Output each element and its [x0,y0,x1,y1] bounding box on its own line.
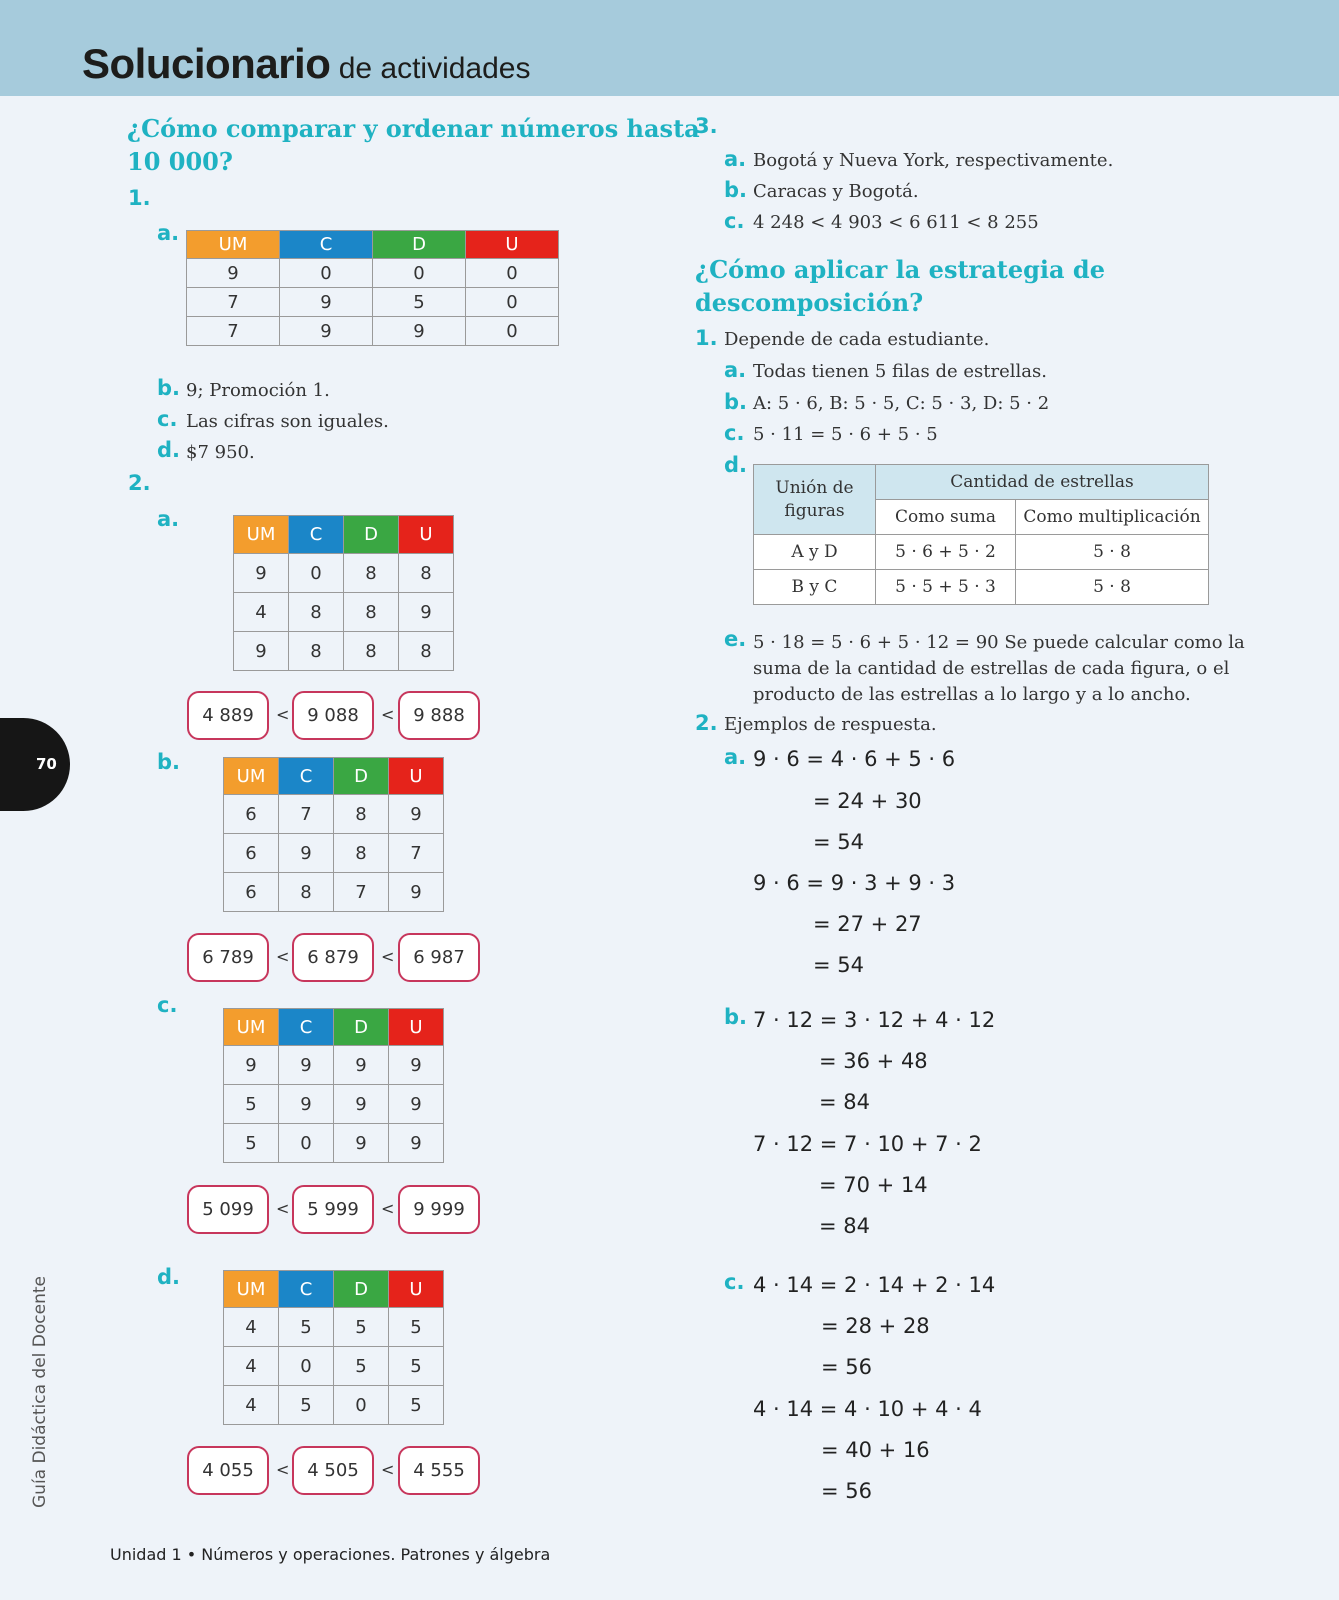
table-cell: 5 [224,1085,279,1124]
table-cell: 7 [187,317,280,346]
heading-line: 10 000? [127,147,233,176]
equation-line: 9 · 6 = 4 · 6 + 5 · 6 [753,747,956,771]
answer-text: Ejemplos de respuesta. [724,714,937,735]
table-cell: 0 [466,259,559,288]
title-light: de actividades [330,52,531,85]
item-label: b. [724,178,748,202]
section-heading-decomposition [695,253,1105,319]
header-cell: Como suma [876,500,1016,535]
paragraph-line: suma de la cantidad de estrellas de cada figura, o el [753,658,1230,679]
table-cell: 7 [389,834,444,873]
item-label: d. [724,453,748,477]
answer-text: 5 · 11 = 5 · 6 + 5 · 5 [753,424,938,445]
equation-line: = 84 [819,1090,870,1114]
paragraph-line: 5 · 18 = 5 · 6 + 5 · 12 = 90 Se puede calcular como la [753,632,1245,653]
header-cell: U [389,1009,444,1046]
place-value-table [223,1270,444,1425]
less-than-sign: < [276,1199,290,1218]
equation-line: = 24 + 30 [813,789,922,813]
table-cell: 0 [466,288,559,317]
header-cell: U [399,516,454,554]
item-label: b. [724,390,748,414]
table-cell: 9 [389,1124,444,1163]
table-cell: 8 [344,632,399,671]
header-cell: Como multiplicación [1016,500,1209,535]
table-row [224,834,444,873]
title-strong: Solucionario [82,40,331,87]
table-cell: 9 [279,1085,334,1124]
table-cell: 9 [389,873,444,912]
table-cell: 0 [279,1347,334,1386]
table-cell: 0 [466,317,559,346]
equation-line: 4 · 14 = 4 · 10 + 4 · 4 [753,1397,982,1421]
table-cell: 7 [187,288,280,317]
question-number: 2. [128,471,151,495]
item-label: e. [724,627,747,651]
item-label: c. [724,421,745,445]
less-than-sign: < [381,705,395,724]
header-cell: D [344,516,399,554]
header-line: Unión de [775,477,854,498]
table-cell: 8 [334,834,389,873]
ordered-number-box: 6 789 [187,933,269,982]
table-cell: 5 · 8 [1016,535,1209,570]
table-cell: 8 [279,873,334,912]
item-label: a. [157,221,180,245]
table-cell: 9 [334,1046,389,1085]
table-row [187,288,559,317]
equation-line: = 56 [821,1355,872,1379]
stars-table [753,464,1209,605]
table-cell: 4 [224,1386,279,1425]
item-label: b. [157,750,181,774]
table-cell: 9 [279,834,334,873]
table-cell: 9 [334,1124,389,1163]
equation-line: = 36 + 48 [819,1049,928,1073]
header-cell: U [466,231,559,259]
table-cell: 0 [289,554,344,593]
header-cell: UM [224,758,279,795]
table-cell: 8 [289,632,344,671]
item-label: b. [724,1005,748,1029]
ordered-number-box: 9 088 [292,691,374,740]
heading-line: descomposición? [695,288,924,317]
header-cell: UM [234,516,289,554]
ordered-number-box: 5 099 [187,1185,269,1234]
table-cell: 9 [224,1046,279,1085]
item-label: c. [724,209,745,233]
equation-line: = 54 [813,830,864,854]
table-row [187,317,559,346]
answer-text: 4 248 < 4 903 < 6 611 < 8 255 [753,212,1039,233]
question-number: 3. [695,114,718,138]
equation-line: = 84 [819,1214,870,1238]
table-cell: 6 [224,834,279,873]
table-cell: 9 [280,317,373,346]
less-than-sign: < [276,705,290,724]
header-cell: D [373,231,466,259]
ordered-number-box: 4 889 [187,691,269,740]
table-cell: 8 [399,632,454,671]
ordered-number-box: 9 999 [398,1185,480,1234]
question-number: 1. [128,186,151,210]
question-number: 1. [695,326,718,350]
equation-line: = 70 + 14 [819,1173,928,1197]
header-cell: C [279,758,334,795]
table-cell: 7 [279,795,334,834]
table-cell: 4 [224,1347,279,1386]
ordered-number-box: 4 555 [398,1446,480,1495]
answer-text: Todas tienen 5 filas de estrellas. [753,361,1047,382]
item-label: c. [157,407,178,431]
table-cell: 5 [389,1308,444,1347]
table-cell: 0 [279,1124,334,1163]
equation-line: = 28 + 28 [821,1314,930,1338]
place-value-table [223,1008,444,1163]
table-row [754,535,1209,570]
item-label: d. [157,1265,181,1289]
table-row [234,632,454,671]
answer-text: 9; Promoción 1. [186,380,330,401]
table-cell: 5 [334,1347,389,1386]
table-cell: 8 [344,593,399,632]
table-cell: 5 · 5 + 5 · 3 [876,570,1016,605]
header-cell [754,465,876,535]
table-cell: 5 · 6 + 5 · 2 [876,535,1016,570]
item-label: a. [724,358,747,382]
header-cell: C [289,516,344,554]
table-cell: 4 [224,1308,279,1347]
table-cell: 9 [334,1085,389,1124]
table-cell: 6 [224,873,279,912]
less-than-sign: < [381,947,395,966]
item-label: c. [157,993,178,1017]
page-title [82,40,531,88]
table-cell: 4 [234,593,289,632]
item-label: c. [724,1270,745,1294]
less-than-sign: < [276,947,290,966]
table-row [234,554,454,593]
item-label: d. [157,438,181,462]
table-cell: 0 [373,259,466,288]
table-cell: 8 [399,554,454,593]
table-cell: 9 [399,593,454,632]
table-cell: 5 [279,1386,334,1425]
footer-text: Unidad 1 • Números y operaciones. Patrones y álgebra [110,1545,551,1564]
paragraph-line: producto de las estrellas a lo largo y a lo ancho. [753,684,1191,705]
equation-line: 9 · 6 = 9 · 3 + 9 · 3 [753,871,956,895]
table-cell: 5 [373,288,466,317]
table-cell: 9 [234,554,289,593]
section-heading-compare [127,112,700,178]
table-cell: 9 [279,1046,334,1085]
equation-line: = 56 [821,1479,872,1503]
answer-text: Las cifras son iguales. [186,411,389,432]
equation-line: = 27 + 27 [813,912,922,936]
header-cell: C [280,231,373,259]
place-value-table [223,757,444,912]
table-row [224,1347,444,1386]
table-cell: 9 [187,259,280,288]
table-cell: 5 [389,1386,444,1425]
side-label: Guía Didáctica del Docente [30,1276,50,1508]
table-row [754,570,1209,605]
header-cell: C [279,1271,334,1308]
table-cell: 5 · 8 [1016,570,1209,605]
table-cell: B y C [754,570,876,605]
header-cell: D [334,1009,389,1046]
header-cell: C [279,1009,334,1046]
table-cell: 5 [389,1347,444,1386]
table-row [224,1124,444,1163]
table-cell: 6 [224,795,279,834]
equation-line: 4 · 14 = 2 · 14 + 2 · 14 [753,1273,996,1297]
header-line: figuras [784,500,845,521]
place-value-table [233,515,454,671]
table-cell: 5 [224,1124,279,1163]
answer-text: A: 5 · 6, B: 5 · 5, C: 5 · 3, D: 5 · 2 [753,393,1050,414]
item-label: a. [157,507,180,531]
equation-line: = 54 [813,953,864,977]
answer-text: Depende de cada estudiante. [724,329,990,350]
answer-text: Bogotá y Nueva York, respectivamente. [753,150,1114,171]
question-number: 2. [695,711,718,735]
table-cell: 0 [280,259,373,288]
table-row [234,593,454,632]
table-cell: 9 [280,288,373,317]
place-value-table [186,230,559,346]
item-label: b. [157,376,181,400]
table-cell: 8 [334,795,389,834]
header-cell: D [334,1271,389,1308]
table-cell: 9 [373,317,466,346]
table-cell: 8 [289,593,344,632]
equation-line: 7 · 12 = 3 · 12 + 4 · 12 [753,1008,996,1032]
answer-text: Caracas y Bogotá. [753,181,919,202]
table-row [224,873,444,912]
ordered-number-box: 4 055 [187,1446,269,1495]
ordered-number-box: 4 505 [292,1446,374,1495]
header-cell: UM [224,1271,279,1308]
ordered-number-box: 9 888 [398,691,480,740]
table-row [224,1386,444,1425]
item-label: a. [724,147,747,171]
less-than-sign: < [276,1460,290,1479]
table-cell: 8 [344,554,399,593]
page-number-tab [0,718,70,811]
table-row [224,1308,444,1347]
table-cell: 7 [334,873,389,912]
ordered-number-box: 5 999 [292,1185,374,1234]
header-cell: UM [187,231,280,259]
header-cell: U [389,1271,444,1308]
page-number: 70 [36,755,57,773]
table-cell: 9 [234,632,289,671]
answer-paragraph [753,630,1245,708]
equation-line: 7 · 12 = 7 · 10 + 7 · 2 [753,1132,982,1156]
table-cell: 0 [334,1386,389,1425]
item-label: a. [724,745,747,769]
header-cell: Cantidad de estrellas [876,465,1209,500]
ordered-number-box: 6 987 [398,933,480,982]
equation-line: = 40 + 16 [821,1438,930,1462]
less-than-sign: < [381,1460,395,1479]
ordered-number-box: 6 879 [292,933,374,982]
header-cell: D [334,758,389,795]
answer-text: $7 950. [186,442,255,463]
table-cell: 9 [389,1085,444,1124]
table-cell: 9 [389,795,444,834]
table-cell: A y D [754,535,876,570]
table-row [224,1046,444,1085]
table-row [224,795,444,834]
header-cell: U [389,758,444,795]
table-row [187,259,559,288]
table-row [224,1085,444,1124]
header-cell: UM [224,1009,279,1046]
table-cell: 5 [334,1308,389,1347]
less-than-sign: < [381,1199,395,1218]
table-cell: 5 [279,1308,334,1347]
heading-line: ¿Cómo comparar y ordenar números hasta [127,114,700,143]
table-cell: 9 [389,1046,444,1085]
heading-line: ¿Cómo aplicar la estrategia de [695,255,1105,284]
